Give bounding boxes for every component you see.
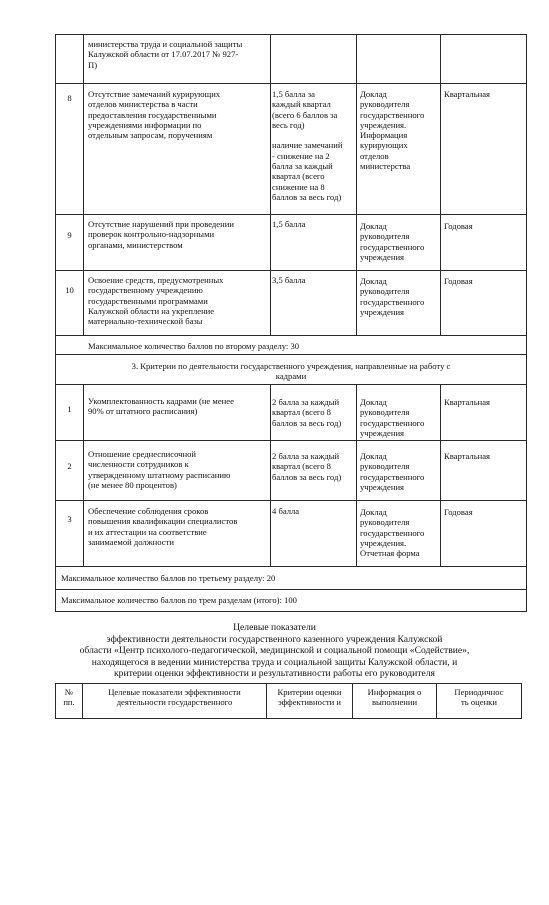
table1-top-border bbox=[55, 34, 527, 35]
row-k3-number: 3 bbox=[67, 514, 72, 524]
row10-criterion: Освоение средств, предусмотренных государственному учреждению государственными программами Калужской области на укрепление материально-технической базы bbox=[88, 275, 224, 327]
table1-left-border bbox=[55, 34, 56, 612]
row-divider-8 bbox=[55, 214, 527, 215]
row-k2-info: Доклад руководителя государственного учреждения bbox=[360, 451, 425, 492]
row-k3-points: 4 балла bbox=[272, 506, 300, 516]
row-k1-number: 1 bbox=[67, 404, 72, 414]
row8-info: Доклад руководителя государственного учреждения. Информация курирующих отделов министерства bbox=[360, 89, 425, 172]
row-divider-k3 bbox=[55, 566, 527, 567]
row-k3-period: Годовая bbox=[444, 507, 473, 517]
row-k1-points: 2 балла за каждый квартал (всего 8 баллов за весь год) bbox=[272, 397, 342, 428]
table1-col-divider-points bbox=[356, 34, 357, 335]
row-k2-period: Квартальная bbox=[444, 451, 490, 461]
max-total-text: Максимальное количество баллов по трем разделам (итого): 100 bbox=[61, 595, 297, 605]
row8-period: Квартальная bbox=[444, 89, 490, 99]
row-k2-points: 2 балла за каждый квартал (всего 8 баллов за весь год) bbox=[272, 451, 342, 482]
row-divider-k1 bbox=[55, 440, 527, 441]
row10-number: 10 bbox=[65, 285, 74, 295]
table2-right-border bbox=[521, 683, 522, 719]
row10-period: Годовая bbox=[444, 276, 473, 286]
row9-info: Доклад руководителя государственного учреждения bbox=[360, 221, 425, 262]
row10-info: Доклад руководителя государственного учреждения bbox=[360, 276, 425, 317]
row9-number: 9 bbox=[67, 230, 72, 240]
row-k1-info: Доклад руководителя государственного учреждения bbox=[360, 397, 425, 438]
table2-bottom-border bbox=[55, 718, 522, 719]
row8-number: 8 bbox=[67, 93, 72, 103]
row-cont-criterion: министерства труда и социальной защиты Калужской области от 17.07.2017 № 927- П) bbox=[88, 39, 243, 70]
table2-header-number: № пп. bbox=[63, 687, 75, 708]
row-k2-number: 2 bbox=[67, 461, 72, 471]
table1-col-divider-num bbox=[83, 34, 84, 335]
section3-title: 3. Критерии по деятельности государственного учреждения, направленные на работу с кадрами bbox=[131, 361, 451, 382]
row-k1-period: Квартальная bbox=[444, 397, 490, 407]
table2-header-info: Информация о выполнении bbox=[367, 687, 422, 708]
row-divider-max3 bbox=[55, 589, 527, 590]
max-section2-text: Максимальное количество баллов по второму разделу: 30 bbox=[88, 341, 300, 351]
heading-title: Целевые показатели bbox=[233, 622, 316, 633]
row-k1-criterion: Укомплектованность кадрами (не менее 90% от штатного расписания) bbox=[88, 396, 234, 417]
row-k3-criterion: Обеспечение соблюдения сроков повышения квалификации специалистов и их аттестации на соответствие занимаемой должности bbox=[88, 506, 238, 547]
table2-header-indicators: Целевые показатели эффективности деятельности государственного bbox=[108, 687, 241, 708]
row9-period: Годовая bbox=[444, 221, 473, 231]
table1-right-border bbox=[526, 34, 527, 612]
table1-col-divider-info-2 bbox=[440, 384, 441, 566]
row-divider-k2 bbox=[55, 500, 527, 501]
row-k3-info: Доклад руководителя государственного учреждения. Отчетная форма bbox=[360, 507, 425, 559]
row-divider-9 bbox=[55, 270, 527, 271]
table1-col-divider-criterion-2 bbox=[270, 384, 271, 566]
row-k2-criterion: Отношение среднесписочной численности сотрудников к утвержденному штатному расписанию (не менее 80 процентов) bbox=[88, 449, 231, 490]
table1-col-divider-criterion bbox=[270, 34, 271, 335]
row-divider-section3 bbox=[55, 384, 527, 385]
table2-top-border bbox=[55, 683, 522, 684]
table1-col-divider-points-2 bbox=[356, 384, 357, 566]
row9-points: 1,5 балла bbox=[272, 219, 306, 229]
row9-criterion: Отсутствие нарушений при проведении проверок контрольно-надзорными органами, министерством bbox=[88, 219, 234, 250]
table1-col-divider-info bbox=[440, 34, 441, 335]
row-divider-10 bbox=[55, 335, 527, 336]
table2-header-criteria: Критерии оценки эффективности и bbox=[277, 687, 342, 708]
row8-criterion: Отсутствие замечаний курирующих отделов министерства в части предоставления государственными учреждениями информации по отдельным запросам, поручениям bbox=[88, 89, 221, 141]
max-section3-text: Максимальное количество баллов по третьему разделу: 20 bbox=[61, 573, 276, 583]
table1-col-divider-num-2 bbox=[83, 384, 84, 566]
row-divider-max2 bbox=[55, 354, 527, 355]
row10-points: 3,5 балла bbox=[272, 275, 306, 285]
table1-bottom-border bbox=[55, 611, 527, 612]
heading-description: эффективности деятельности государственного казенного учреждения Калужской области «Центр психолого-педагогической, медицинской и социальной помощи «Содействие», находящегося в ведении министерства труда и социальной защиты Калужской области, и критерии оценки эффективности и результативности работы его руководителя bbox=[79, 634, 470, 680]
row-divider-cont bbox=[55, 83, 527, 84]
table2-header-period: Периодичнос ть оценки bbox=[454, 687, 504, 708]
row8-points: 1,5 балла за каждый квартал (всего 6 баллов за весь год) наличие замечаний - снижение на 2 балла за каждый квартал (всего снижение на 8 баллов за весь год) bbox=[272, 89, 343, 202]
